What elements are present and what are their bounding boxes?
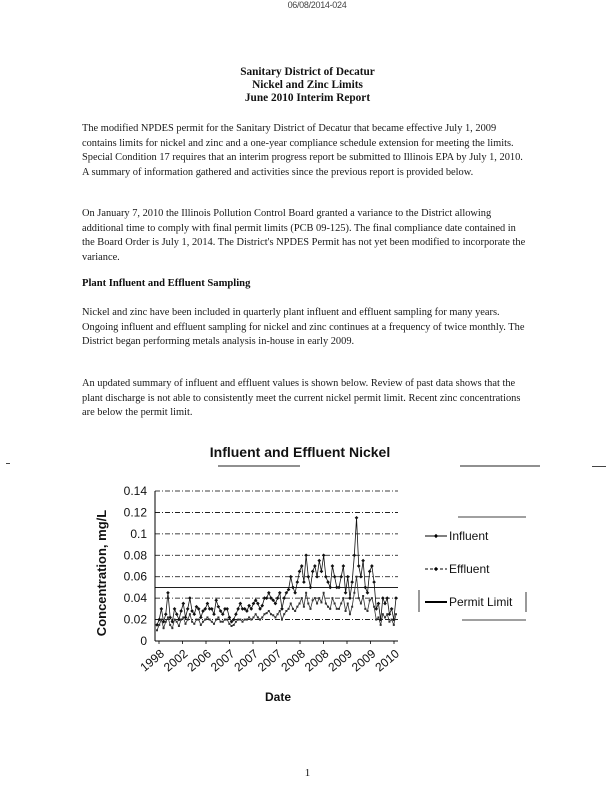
data-point	[226, 619, 228, 621]
data-point	[368, 570, 372, 574]
data-point	[380, 624, 382, 626]
x-tick-label: 2009	[348, 646, 379, 675]
data-point	[166, 591, 170, 595]
data-point	[351, 606, 353, 608]
data-point	[285, 610, 287, 612]
data-point	[292, 608, 294, 610]
title-line-2: Nickel and Zinc Limits	[252, 79, 363, 91]
data-point	[338, 608, 340, 610]
data-point	[309, 608, 311, 610]
data-point	[340, 603, 342, 605]
data-point	[279, 610, 281, 612]
data-point	[296, 606, 298, 608]
chart-series	[155, 516, 398, 631]
data-point	[222, 621, 224, 623]
data-point	[233, 624, 235, 626]
data-point	[179, 609, 183, 613]
data-point	[187, 619, 189, 621]
data-point	[366, 591, 370, 595]
data-point	[305, 592, 307, 594]
data-point	[283, 613, 285, 615]
data-point	[198, 619, 200, 621]
data-point	[350, 580, 354, 584]
data-point	[395, 613, 397, 615]
data-point	[345, 610, 347, 612]
data-point	[328, 586, 332, 590]
data-point	[364, 608, 366, 610]
data-point	[384, 616, 386, 618]
legend-label: Effluent	[449, 562, 490, 576]
data-point	[315, 575, 319, 579]
y-tick-label: 0.02	[123, 612, 147, 627]
data-point	[390, 607, 394, 611]
x-tick-label: 2010	[372, 646, 402, 675]
data-point	[167, 616, 169, 618]
data-point	[188, 596, 192, 600]
data-point	[382, 613, 384, 615]
data-point	[372, 580, 376, 584]
data-point	[235, 621, 237, 623]
data-point	[185, 623, 187, 625]
data-point	[369, 599, 371, 601]
document-stamp: 06/08/2014-024	[287, 0, 347, 10]
x-tick-label: 2008	[278, 646, 308, 675]
data-point	[359, 575, 363, 579]
data-point	[289, 575, 293, 579]
data-point	[298, 570, 302, 574]
legend-marker	[434, 567, 438, 571]
data-point	[215, 619, 217, 621]
data-point	[266, 612, 268, 614]
data-point	[237, 619, 239, 621]
data-point	[294, 610, 296, 612]
data-point	[290, 603, 292, 605]
x-tick-label: 2007	[231, 646, 261, 675]
data-point	[217, 605, 221, 609]
y-tick-label: 0	[140, 634, 147, 648]
data-point	[225, 607, 229, 611]
data-point	[200, 624, 202, 626]
x-tick-label: 2002	[160, 646, 191, 675]
data-point	[244, 619, 246, 621]
data-point	[231, 625, 233, 627]
data-point	[261, 616, 263, 618]
data-point	[242, 621, 244, 623]
data-point	[191, 621, 193, 623]
data-point	[301, 597, 303, 599]
y-tick-label: 0.12	[123, 505, 147, 520]
data-point	[299, 603, 301, 605]
data-point	[388, 621, 390, 623]
legend-label: Influent	[449, 529, 489, 543]
data-point	[356, 576, 358, 578]
data-point	[211, 621, 213, 623]
chart-ylabel: Concentration, mg/L	[94, 509, 109, 637]
data-point	[189, 613, 191, 615]
data-point	[228, 623, 230, 625]
data-point	[175, 612, 179, 616]
data-point	[331, 564, 335, 568]
legend-marker	[434, 534, 438, 538]
chart-title: Influent and Effluent Nickel	[209, 444, 391, 460]
data-point	[360, 603, 362, 605]
data-point	[339, 575, 343, 579]
data-point	[329, 608, 331, 610]
data-point	[312, 599, 314, 601]
data-point	[204, 619, 206, 621]
data-point	[234, 612, 238, 616]
data-point	[193, 623, 195, 625]
page-number: 1	[304, 767, 311, 779]
y-tick-label: 0.1	[130, 526, 147, 541]
data-point	[362, 595, 364, 597]
data-point	[180, 619, 182, 621]
data-point	[278, 591, 282, 595]
data-point	[309, 586, 313, 590]
data-point	[333, 575, 337, 579]
data-point	[322, 553, 326, 557]
data-point	[311, 570, 315, 574]
data-point	[375, 619, 377, 621]
data-point	[158, 624, 160, 626]
data-point	[217, 616, 219, 618]
data-point	[246, 619, 248, 621]
title-line-1: Sanitary District of Decatur	[240, 66, 375, 78]
data-point	[224, 619, 226, 621]
data-point	[282, 596, 286, 600]
data-point	[353, 553, 357, 557]
data-point	[252, 616, 254, 618]
data-point	[281, 619, 283, 621]
data-point	[186, 607, 190, 611]
y-tick-label: 0.08	[123, 548, 147, 563]
data-point	[176, 621, 178, 623]
data-point	[295, 580, 299, 584]
data-point	[324, 575, 328, 579]
data-point	[236, 607, 240, 611]
y-tick-label: 0.04	[123, 591, 147, 606]
data-point	[385, 596, 389, 600]
data-point	[371, 597, 373, 599]
paragraph-intro: The modified NPDES permit for the Sanitary District of Decatur that became effective July 1, 2009 contains limits for nickel and zinc and a one-year compliance schedule extension for meeting the limits. Special Condition 17 requires that an interim progress report be submitted to Illinois EPA by July 1, 2010. A summary of information gathered and activities since the previous report is provided below.	[82, 123, 523, 178]
data-point	[323, 592, 325, 594]
x-tick-label: 2006	[184, 646, 214, 675]
data-point	[248, 616, 250, 618]
x-tick-label: 2007	[254, 646, 285, 675]
data-point	[336, 608, 338, 610]
chart-legend	[419, 517, 526, 620]
data-point	[181, 602, 185, 606]
data-point	[239, 619, 241, 621]
data-point	[277, 613, 279, 615]
data-point	[337, 586, 341, 590]
data-point	[238, 602, 242, 606]
data-point	[160, 619, 162, 621]
x-tick-label: 2009	[325, 646, 355, 675]
data-point	[250, 619, 252, 621]
data-point	[344, 591, 348, 595]
data-point	[326, 580, 330, 584]
data-point	[213, 623, 215, 625]
data-point	[348, 596, 352, 600]
data-point	[169, 624, 171, 626]
data-point	[314, 597, 316, 599]
data-point	[306, 575, 310, 579]
data-point	[342, 597, 344, 599]
data-point	[355, 516, 359, 520]
data-point	[160, 607, 164, 611]
data-point	[212, 612, 216, 616]
data-point	[259, 619, 261, 621]
data-point	[361, 559, 365, 563]
data-point	[304, 553, 308, 557]
data-point	[318, 597, 320, 599]
data-point	[276, 596, 280, 600]
title-line-3: June 2010 Interim Report	[244, 92, 371, 104]
data-point	[274, 616, 276, 618]
data-point	[394, 596, 398, 600]
data-point	[288, 608, 290, 610]
data-point	[263, 613, 265, 615]
data-point	[353, 592, 355, 594]
data-point	[300, 564, 304, 568]
data-point	[302, 580, 306, 584]
data-point	[366, 610, 368, 612]
data-point	[202, 621, 204, 623]
data-point	[393, 624, 395, 626]
data-point	[377, 602, 381, 606]
data-point	[391, 619, 393, 621]
x-tick-label: 1998	[137, 646, 167, 675]
data-point	[349, 613, 351, 615]
y-tick-label: 0.14	[123, 484, 147, 498]
paragraph-sampling: Nickel and zinc have been included in quarterly plant influent and effluent sampling for many years. Ongoing influent and effluent sampling for nickel and zinc continues at a frequency of twice monthly. The District began performing metals analysis in-house in early 2009.	[82, 307, 525, 348]
data-point	[377, 616, 379, 618]
data-point	[317, 559, 321, 563]
data-point	[206, 602, 210, 606]
data-point	[325, 603, 327, 605]
y-tick-label: 0.06	[123, 569, 147, 584]
data-point	[268, 610, 270, 612]
data-point	[182, 616, 184, 618]
data-point	[320, 601, 322, 603]
data-point	[342, 564, 346, 568]
data-point	[293, 591, 297, 595]
paragraph-variance: On January 7, 2010 the Illinois Pollution Control Board granted a variance to the District allowing additional time to comply with final permit limits (PCB 09-125). The final compliance date contained in the Board Order is July 1, 2014. The District's NPDES Permit has not yet been modified to incorporate the variance.	[82, 208, 526, 263]
x-tick-label: 2007	[207, 646, 238, 675]
data-point	[370, 564, 374, 568]
chart-xlabel: Date	[264, 690, 292, 704]
data-point	[386, 613, 388, 615]
data-point	[303, 606, 305, 608]
data-point	[307, 603, 309, 605]
data-point	[331, 597, 333, 599]
data-point	[171, 627, 173, 629]
x-tick-label: 2008	[301, 646, 332, 675]
data-point	[270, 613, 272, 615]
data-point	[156, 629, 158, 631]
data-point	[164, 612, 168, 616]
data-point	[316, 603, 318, 605]
legend-label: Permit Limit	[449, 595, 513, 609]
data-point	[363, 586, 367, 590]
data-point	[206, 616, 208, 618]
data-point	[357, 564, 361, 568]
data-point	[291, 586, 295, 590]
data-point	[313, 564, 317, 568]
data-point	[257, 616, 259, 618]
data-point	[210, 607, 214, 611]
data-point	[267, 591, 271, 595]
data-point	[327, 606, 329, 608]
data-point	[255, 613, 257, 615]
data-point	[165, 621, 167, 623]
data-point	[163, 627, 165, 629]
data-point	[220, 621, 222, 623]
data-point	[272, 614, 274, 616]
data-point	[174, 619, 176, 621]
data-point	[381, 596, 385, 600]
data-point	[209, 619, 211, 621]
data-point	[373, 606, 375, 608]
data-point	[347, 603, 349, 605]
data-point	[173, 607, 177, 611]
section-heading: Plant Influent and Effluent Sampling	[82, 278, 251, 289]
data-point	[265, 596, 269, 600]
paragraph-summary: An updated summary of influent and effluent values is shown below. Review of past data shows that the plant discharge is not able to consistently meet the current nickel permit limit. Recent zinc concentrations are below the permit limit.	[82, 378, 521, 419]
data-point	[320, 570, 324, 574]
data-point	[383, 602, 387, 606]
data-point	[178, 625, 180, 627]
data-point	[214, 598, 218, 602]
data-point	[346, 575, 350, 579]
data-point	[334, 603, 336, 605]
data-point	[358, 597, 360, 599]
data-point	[195, 619, 197, 621]
